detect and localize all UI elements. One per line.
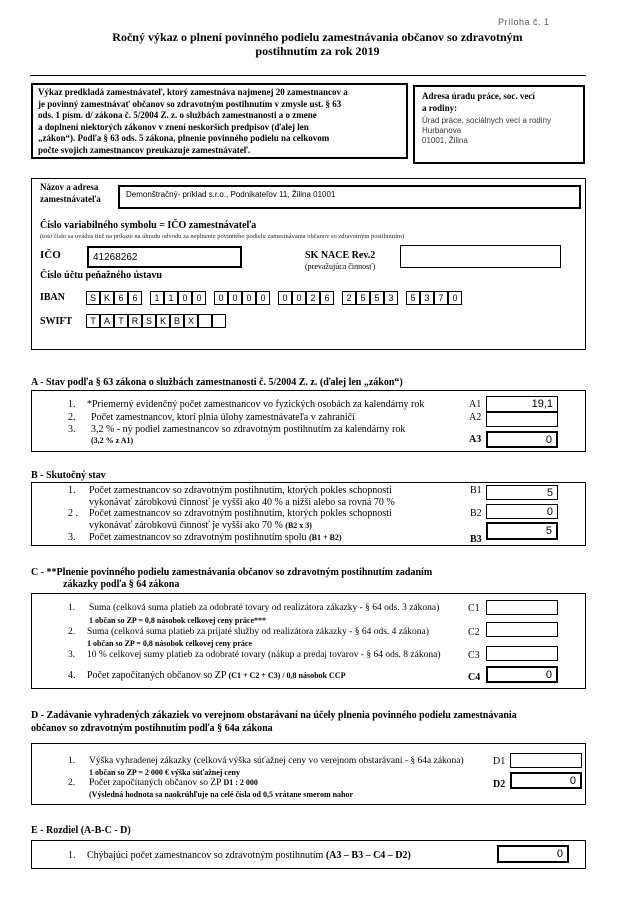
a3-field[interactable]: 0 bbox=[486, 431, 558, 448]
swift-char-cell[interactable] bbox=[198, 314, 212, 328]
a1-code: A1 bbox=[469, 399, 482, 410]
b1-text: Počet zamestnancov so zdravotným postihnutím, ktorých pokles schopnosti vykonávať zárobkovú činnosť je vyšší ako 40 % a nižší alebo sa rovná 70 % bbox=[89, 485, 395, 508]
iban-char-cell[interactable]: 0 bbox=[242, 291, 256, 305]
c2-code: C2 bbox=[468, 627, 480, 638]
iban-char-cell[interactable]: 5 bbox=[370, 291, 384, 305]
a2-field[interactable] bbox=[486, 412, 558, 427]
c3-field[interactable] bbox=[486, 646, 558, 661]
c2-sub: 1 občan so ZP = 0,8 násobok celkovej ceny práce bbox=[87, 639, 253, 648]
swift-char-cell[interactable]: T bbox=[86, 314, 100, 328]
iban-char-cell[interactable]: 0 bbox=[292, 291, 306, 305]
ico-label: IČO bbox=[40, 249, 61, 261]
iban-char-cell[interactable]: 0 bbox=[228, 291, 242, 305]
iban-char-cell[interactable]: 2 bbox=[306, 291, 320, 305]
form-title-line2: postihnutím za rok 2019 bbox=[255, 44, 380, 58]
iban-char-cell[interactable]: 3 bbox=[420, 291, 434, 305]
a2-code: A2 bbox=[469, 412, 482, 423]
a3-code: A3 bbox=[469, 434, 482, 445]
c3-code: C3 bbox=[468, 650, 480, 661]
iban-label: IBAN bbox=[40, 292, 66, 303]
iban-char-cell[interactable]: 0 bbox=[448, 291, 462, 305]
section-d-heading: D - Zadávanie vyhradených zákaziek vo verejnom obstarávaní na účely plnenia povinného podielu zamestnávania občanov so zdravotným postihnutím podľa § 64a zákona bbox=[31, 710, 517, 734]
d2-sub: (Výsledná hodnota sa naokrúhľuje na celé čísla od 0,5 vrátane smerom nahor bbox=[89, 790, 354, 799]
iban-char-cell[interactable]: 0 bbox=[256, 291, 270, 305]
nace-note: (prevažujúca činnosť) bbox=[305, 262, 376, 271]
iban-char-cell[interactable]: S bbox=[86, 291, 100, 305]
b2-code: B2 bbox=[470, 508, 482, 519]
section-b-heading: B - Skutočný stav bbox=[31, 470, 106, 481]
iban-char-cell[interactable]: 1 bbox=[164, 291, 178, 305]
nace-field[interactable] bbox=[400, 245, 561, 268]
swift-char-cell[interactable]: B bbox=[170, 314, 184, 328]
vs-label: Číslo variabilného symbolu = IČO zamestnávateľa bbox=[40, 220, 257, 231]
b1-num: 1. bbox=[68, 485, 76, 496]
iban-char-cell[interactable]: 0 bbox=[278, 291, 292, 305]
office-label: Adresa úradu práce, soc. vecí a rodiny: bbox=[422, 91, 535, 113]
iban-char-cell[interactable]: 6 bbox=[320, 291, 334, 305]
a1-text: *Priemerný evidenčný počet zamestnancov vo fyzických osobách za kalendárny rok bbox=[87, 399, 425, 410]
e1-field[interactable]: 0 bbox=[497, 845, 569, 863]
swift-char-cell[interactable]: A bbox=[100, 314, 114, 328]
section-e-heading: E - Rozdiel (A-B-C - D) bbox=[31, 825, 131, 836]
b3-num: 3. bbox=[68, 532, 76, 543]
iban-char-cell[interactable]: K bbox=[100, 291, 114, 305]
iban-char-cell[interactable]: 6 bbox=[128, 291, 142, 305]
office-address: Úrad práce, sociálnych vecí a rodiny Hurbanova 01001, Žilina bbox=[422, 116, 551, 145]
b3-field[interactable]: 5 bbox=[486, 522, 558, 540]
a3-num: 3. bbox=[68, 424, 76, 435]
d2-field[interactable]: 0 bbox=[510, 772, 582, 789]
b3-code: B3 bbox=[470, 534, 482, 545]
intro-text: Výkaz predkladá zamestnávateľ, ktorý zamestnáva najmenej 20 zamestnancov a je povinný zamestnávať občanov so zdravotným postihnutím v zmysle ust. § 63 ods. 1 písm. d/ zákona č. 5/2004 Z. z. o službách zamestnanosti a o zmene a doplnení niektorých zákonov v znení neskorších predpisov (ďalej len „zákon“). Podľa § 63 ods. 5 zákona, plnenie povinného podielu na celkovom počte svojich zamestnancov preukazuje zamestnávateľ. bbox=[38, 87, 348, 155]
a2-num: 2. bbox=[68, 412, 76, 423]
employer-name-label: Názov a adresa zamestnávateľa bbox=[40, 182, 101, 204]
d1-sub: 1 občan so ZP = 2 000 € výška súťažnej ceny bbox=[89, 768, 240, 777]
a3-sub: (3,2 % z A1) bbox=[91, 436, 134, 445]
c1-field[interactable] bbox=[486, 600, 558, 615]
iban-char-cell[interactable]: 2 bbox=[342, 291, 356, 305]
swift-char-cell[interactable]: R bbox=[128, 314, 142, 328]
b1-code: B1 bbox=[470, 485, 482, 496]
b3-text: Počet zamestnancov so zdravotným postihnutím spolu (B1 + B2) bbox=[89, 532, 342, 543]
c3-text: 10 % celkovej sumy platieb za odobraté tovary (nákup a predaj tovarov - § 64 ods. 8 zákona) bbox=[87, 650, 441, 660]
e1-num: 1. bbox=[68, 850, 76, 861]
iban-char-cell[interactable]: 1 bbox=[150, 291, 164, 305]
iban-char-cell[interactable]: 0 bbox=[192, 291, 206, 305]
b2-text: Počet zamestnancov so zdravotným postihnutím, ktorých pokles schopnosti vykonávať zárobkovú činnosť je vyšší ako 70 % (B2 x 3) bbox=[89, 508, 392, 531]
c1-sub: 1 občan so ZP = 0,8 násobok celkovej ceny práce*** bbox=[89, 616, 267, 625]
annex-label: Príloha č. 1 bbox=[498, 17, 550, 27]
section-c-heading: C - **Plnenie povinného podielu zamestnávania občanov so zdravotným postihnutím zadaním zákazky podľa § 64 zákona bbox=[31, 567, 433, 590]
d2-code: D2 bbox=[493, 779, 506, 790]
iban-char-cell[interactable]: 0 bbox=[178, 291, 192, 305]
iban-char-cell[interactable]: 6 bbox=[114, 291, 128, 305]
nace-label: SK NACE Rev.2 bbox=[305, 250, 376, 261]
header-divider bbox=[30, 75, 586, 76]
c1-code: C1 bbox=[468, 603, 480, 614]
b2-field[interactable]: 0 bbox=[486, 504, 558, 519]
c4-field[interactable]: 0 bbox=[486, 666, 558, 683]
ico-field[interactable]: 41268262 bbox=[87, 246, 242, 268]
d2-num: 2. bbox=[68, 778, 76, 788]
d1-text: Výška vyhradenej zákazky (celková výška súťažnej ceny vo verejnom obstarávaní - § 64a zákona) bbox=[89, 756, 464, 766]
c4-num: 4. bbox=[68, 670, 76, 681]
c1-text: Suma (celková suma platieb za odobraté tovary od realizátora zákazky - § 64 ods. 3 zákona) bbox=[89, 603, 440, 613]
account-label: Číslo účtu peňažného ústavu bbox=[40, 270, 162, 281]
a2-text: Počet zamestnancov, ktorí plnia úlohy zamestnávateľa v zahraničí bbox=[91, 412, 355, 423]
iban-char-cell[interactable]: 5 bbox=[406, 291, 420, 305]
employer-name-field[interactable]: Demonštračný- príklad s.r.o., Podnikateľov 11, Žilina 01001 bbox=[118, 185, 581, 209]
c4-code: C4 bbox=[468, 672, 481, 683]
a1-num: 1. bbox=[68, 399, 76, 410]
vs-note: (toto číslo sa uvádza tiež na príkaze na úhradu odvodu za neplnenie povinného podielu zamestnávania občanov so zdravotným postihnutím) bbox=[40, 233, 405, 240]
a3-text: 3,2 % - ný podiel zamestnancov so zdravotným postihnutím za kalendárny rok bbox=[91, 424, 406, 435]
swift-char-cell[interactable]: X bbox=[184, 314, 198, 328]
swift-char-cell[interactable]: T bbox=[114, 314, 128, 328]
c3-num: 3. bbox=[68, 650, 76, 660]
b1-field[interactable]: 5 bbox=[486, 485, 558, 500]
c1-num: 1. bbox=[68, 603, 76, 613]
d1-code: D1 bbox=[493, 756, 506, 767]
form-title-line1: Ročný výkaz o plnení povinného podielu zamestnávania občanov so zdravotným bbox=[112, 30, 523, 44]
swift-char-cell[interactable] bbox=[212, 314, 226, 328]
section-a-heading: A - Stav podľa § 63 zákona o službách zamestnanosti č. 5/2004 Z. z. (ďalej len „zákon“) bbox=[31, 377, 403, 388]
d1-field[interactable] bbox=[510, 753, 582, 768]
d1-num: 1. bbox=[68, 756, 76, 766]
iban-char-cell[interactable]: 5 bbox=[356, 291, 370, 305]
iban-char-cell[interactable]: 7 bbox=[434, 291, 448, 305]
iban-char-cell[interactable]: 0 bbox=[214, 291, 228, 305]
c2-text: Suma (celková suma platieb za prijaté služby od realizátora zákazky - § 64 ods. 4 zákona) bbox=[87, 627, 429, 637]
swift-label: SWIFT bbox=[40, 316, 73, 327]
c2-num: 2. bbox=[68, 627, 76, 637]
swift-char-cell[interactable]: K bbox=[156, 314, 170, 328]
a1-field[interactable]: 19,1 bbox=[486, 396, 558, 412]
c2-field[interactable] bbox=[486, 622, 558, 637]
e1-text: Chýbajúci počet zamestnancov so zdravotným postihnutím (A3 – B3 – C4 – D2) bbox=[87, 850, 411, 861]
d2-text: Počet započítaných občanov so ZP D1 : 2 000 bbox=[89, 778, 258, 788]
c4-text: Počet započítaných občanov so ZP (C1 + C2 + C3) / 0,8 násobok CCP bbox=[87, 670, 346, 681]
iban-char-cell[interactable]: 3 bbox=[384, 291, 398, 305]
swift-char-cell[interactable]: S bbox=[142, 314, 156, 328]
b2-num: 2 . bbox=[68, 508, 78, 519]
